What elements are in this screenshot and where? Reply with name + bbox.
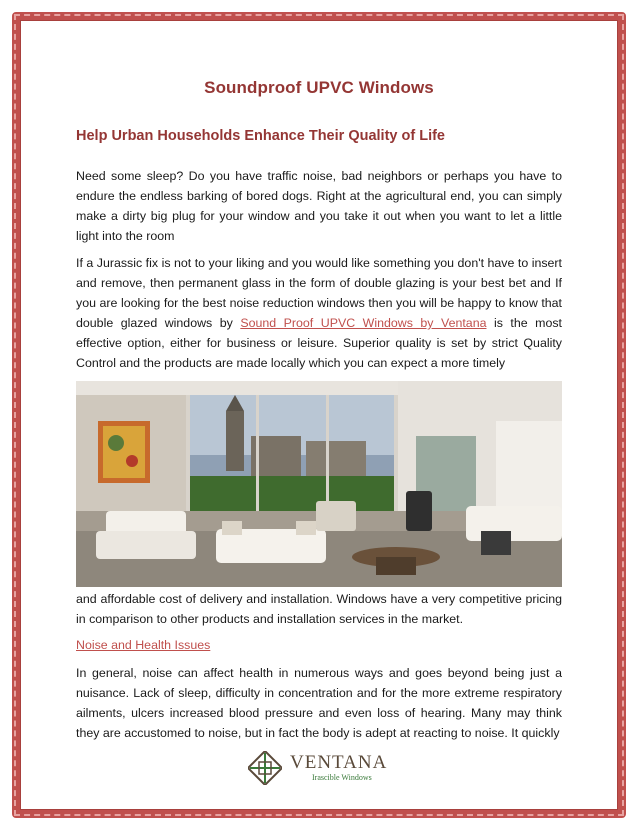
document-body [76,70,562,743]
living-room-photo [76,381,562,587]
logo-brand-name: VENTANA [290,752,388,773]
logo-tagline: Irascible Windows [312,773,372,782]
room-illustration [76,381,562,587]
ventana-logo [248,748,398,788]
paragraph-1: Need some sleep? Do you have traffic noise, bad neighbors or perhaps you have to endure the endless barking of bored dogs. Right at the agricultural end, you can simply make a dirty big plug for your window and you take it out when you want to let a little light into the room [76,169,562,243]
ventana-emblem-icon [248,751,282,785]
paragraph-2 [76,253,562,373]
document-subheading: Help Urban Households Enhance Their Quality of Life [76,128,445,144]
paragraph-2-text-a: If a Jurassic fix is not to your liking and you would like something you don't have to insert and remove, then permanent glass in the form of double glazing is your best bet and If you are looking for the best noise reduction windows then you will be happy to know that double glazed windows by [76,256,562,330]
section-heading-noise-health: Noise and Health Issues [76,638,211,652]
paragraph-2-text-b: is the most effective option, either for business or leisure. Superior quality is set by strict Quality Control and the products are made locally which you can expect a more timely [76,316,562,370]
paragraph-4: In general, noise can affect health in numerous ways and goes beyond being just a nuisance. Lack of sleep, difficulty in concentration and for the more extreme respiratory ailments, ulcers increased blood pressure and even loss of hearing. Many may think they are accustomed to noise, but in fact the body is adept at reacting to noise. It quickly [76,666,562,740]
document-title: Soundproof UPVC Windows [204,78,434,97]
ventana-product-link[interactable]: Sound Proof UPVC Windows by Ventana [240,316,487,330]
logo-wordmark [290,753,387,783]
paragraph-3: and affordable cost of delivery and installation. Windows have a very competitive pricing in comparison to other products and installation services in the market. [76,592,562,626]
